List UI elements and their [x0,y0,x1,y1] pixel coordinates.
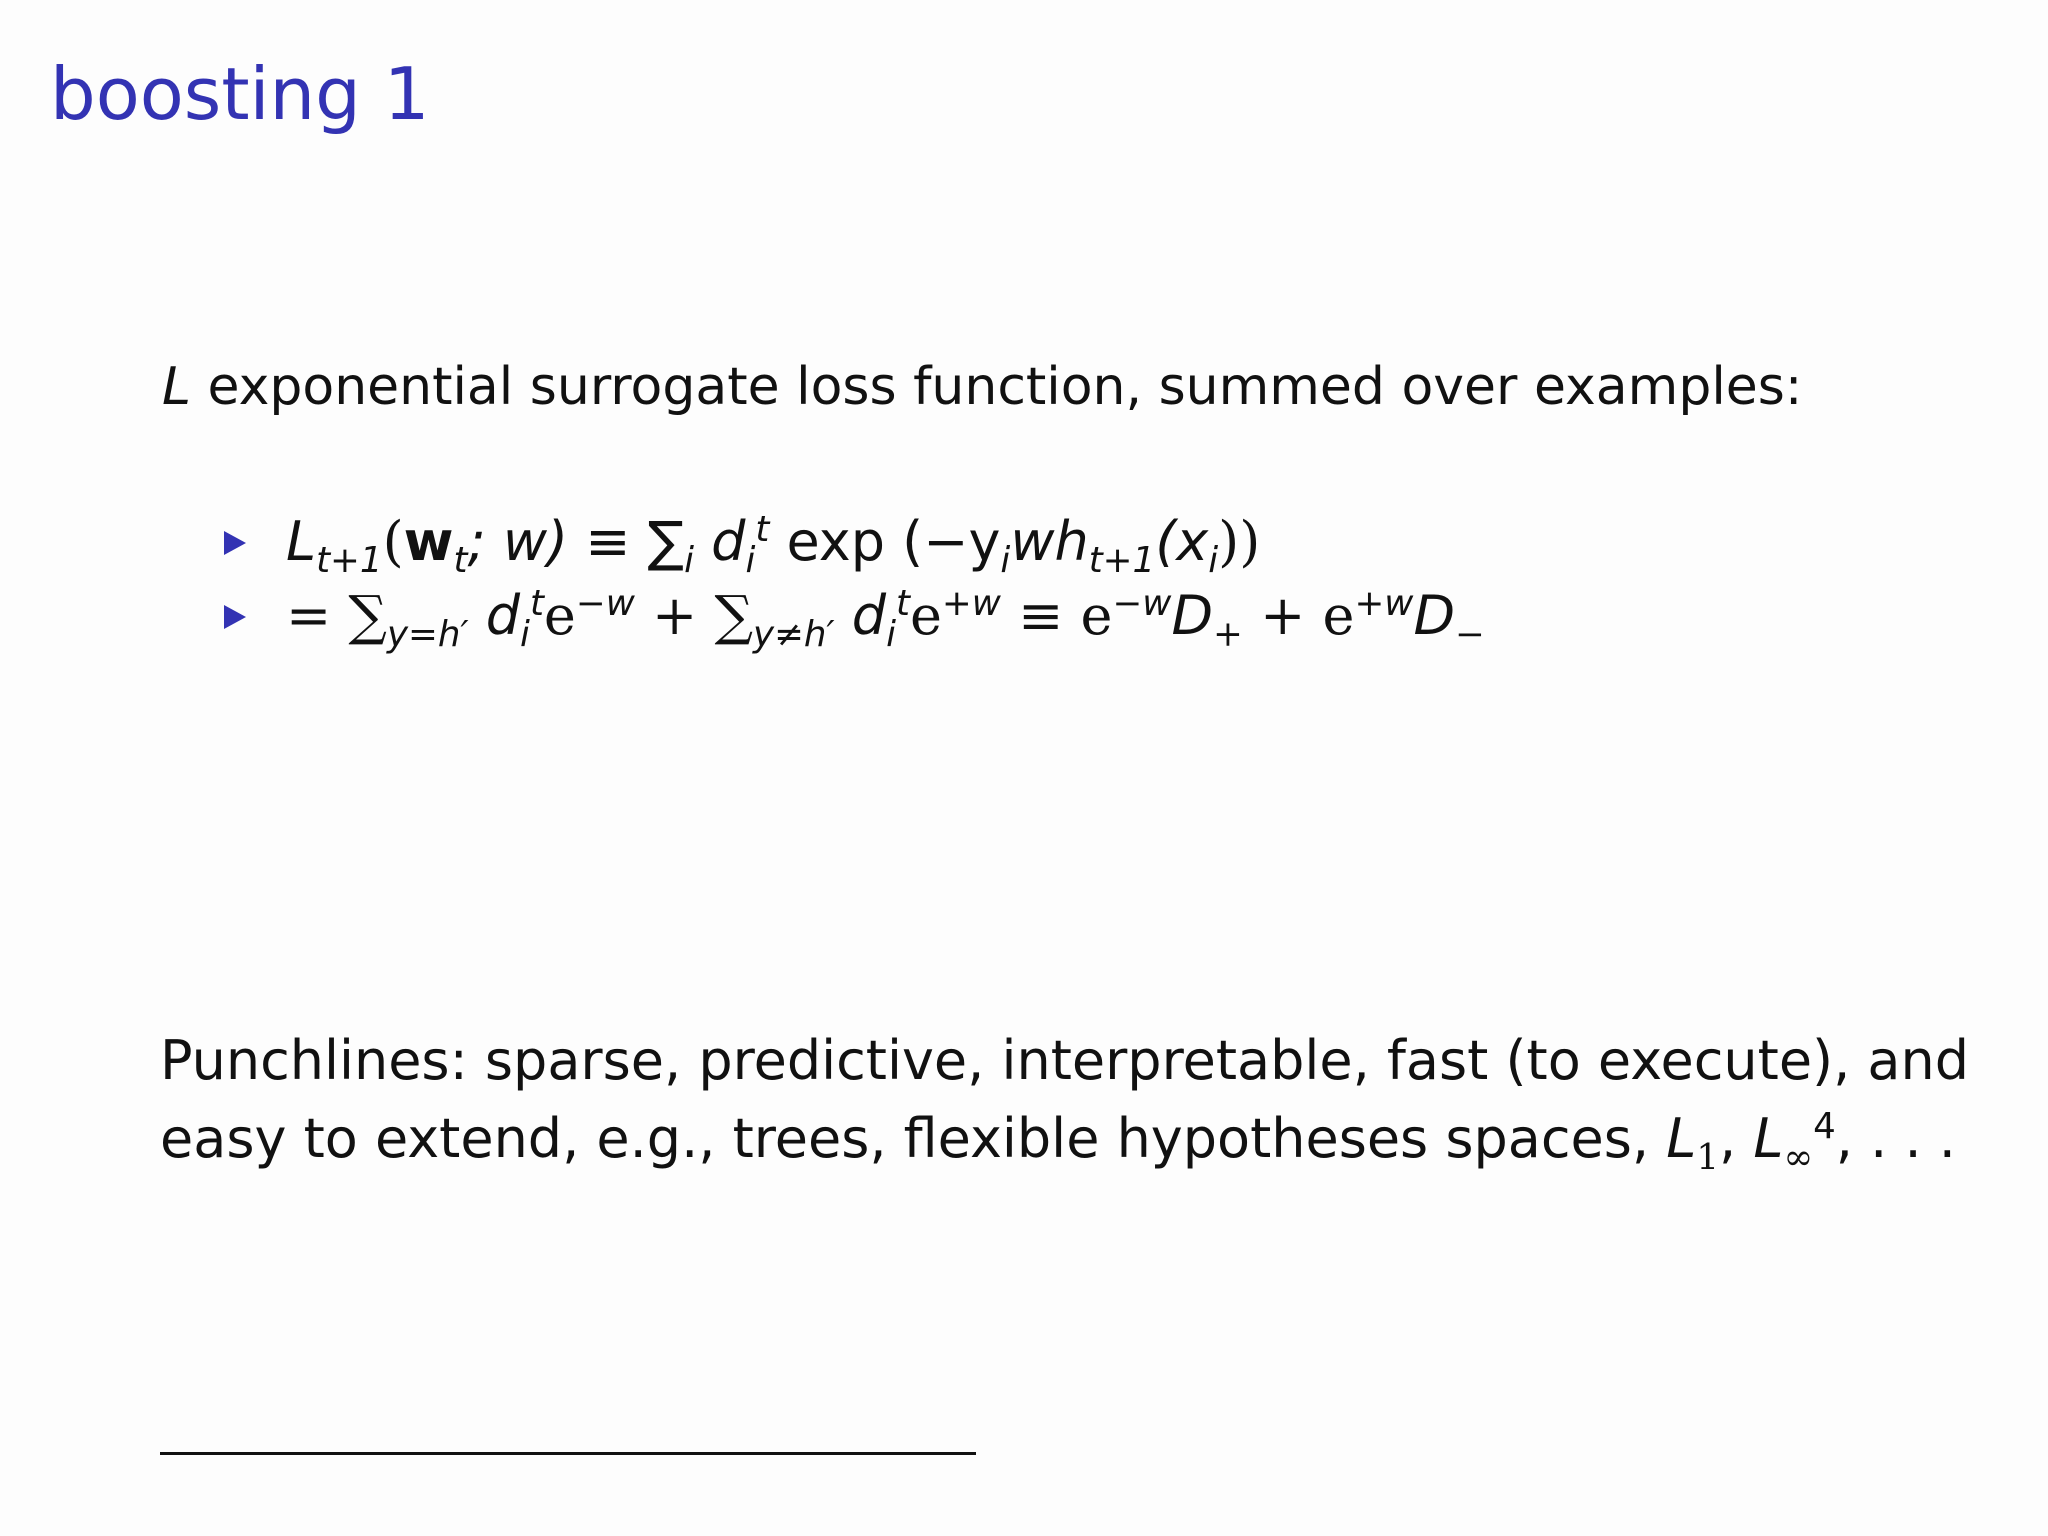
eq-token: d [834,584,887,647]
eq-subscript: i [684,539,694,581]
eq-token: d [693,510,746,573]
eq-subscript: y=h′ [386,613,469,655]
eq-token: ( [382,510,404,573]
eq-token: + ∑ [634,584,753,647]
eq-token: d [468,584,521,647]
eq-subscript: i [1208,539,1219,581]
eq-token: ; w) ≡ ∑ [467,510,685,573]
triangle-bullet-icon [224,531,246,555]
eq-token: + e [1242,584,1355,647]
eq-superscript: −w [1112,583,1172,624]
eq-token: D [1413,584,1456,647]
eq-superscript: t [755,509,770,550]
eq-subscript: i [745,539,756,581]
footnote-rule [160,1452,976,1455]
eq-superscript: +w [941,583,1001,624]
eq-subscript: t+1 [1088,539,1156,581]
punchlines-line-2 [160,1100,1969,1178]
eq-subscript: − [1455,613,1485,655]
norm-symbol: L [1666,1107,1697,1170]
eq-superscript: t [529,583,544,624]
norm-subscript: 1 [1696,1136,1719,1178]
eq-token: exp (−y [769,510,1001,573]
intro-sentence [162,357,1802,417]
punchlines-line-1: Punchlines: sparse, predictive, interpretable, fast (to execute), and [160,1029,1970,1092]
eq-subscript: t [453,539,468,581]
punchlines-text: easy to extend, e.g., trees, flexible hypotheses spaces, [160,1107,1667,1170]
equation-item [222,579,1485,653]
norm-subscript: ∞ [1783,1136,1814,1178]
eq-token: ≡ e [1000,584,1113,647]
eq-subscript: y≠h′ [753,613,835,655]
eq-subscript: i [520,613,530,655]
equation-item [222,505,1485,579]
eq-superscript: −w [575,583,635,624]
eq-token: = ∑ [286,584,387,647]
intro-text: exponential surrogate loss function, summed over examples: [207,357,1803,417]
eq-token: L [286,510,317,573]
eq-subscript: i [886,613,896,655]
norm-symbol: L [1753,1107,1784,1170]
punchlines-text: , [1719,1107,1754,1170]
equation-list [222,505,1485,653]
eq-superscript: +w [1354,583,1414,624]
eq-token: )) [1218,510,1261,573]
slide-title: boosting 1 [50,52,430,136]
eq-token: e [909,584,942,647]
footnote-mark[interactable]: 4 [1813,1106,1836,1147]
punchlines [160,1022,1969,1178]
eq-superscript: t [895,583,910,624]
loss-variable: L [162,357,191,417]
eq-token: D [1171,584,1214,647]
eq-subscript: + [1213,613,1243,655]
eq-token: e [543,584,576,647]
eq-token: wh [1010,510,1089,573]
eq-subscript: t+1 [316,539,383,581]
eq-token: (x [1155,510,1209,573]
eq-subscript: i [1000,539,1011,581]
eq-token: w [403,510,454,573]
triangle-bullet-icon [224,605,246,629]
punchlines-text: , . . . [1835,1107,1956,1170]
